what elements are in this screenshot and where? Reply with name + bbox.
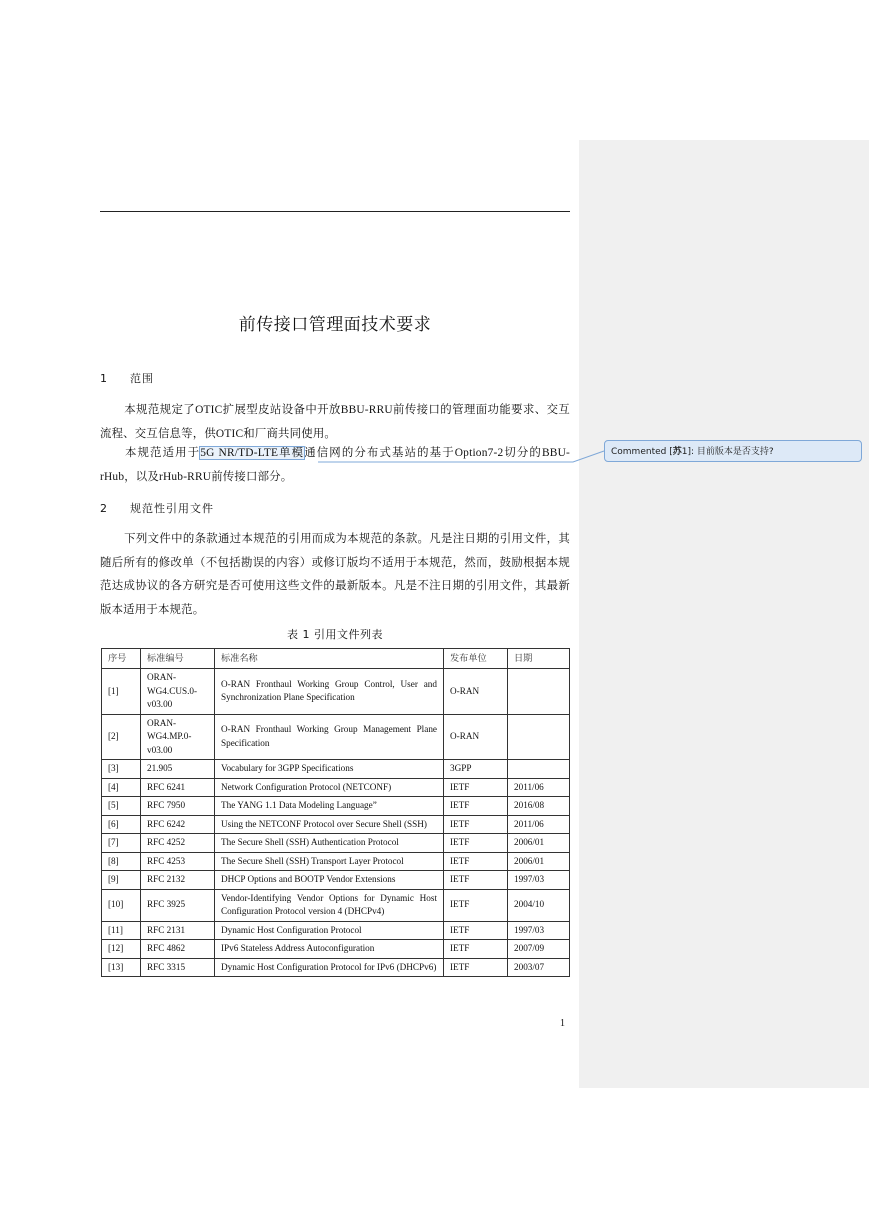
cell-standard-name: The Secure Shell (SSH) Authentication Protocol — [215, 834, 444, 853]
cell-publisher: IETF — [444, 797, 508, 816]
cell-standard-name: DHCP Options and BOOTP Vendor Extensions — [215, 871, 444, 890]
cell-no: [13] — [102, 958, 141, 977]
cell-standard-id: RFC 2131 — [141, 921, 215, 940]
cell-standard-id: RFC 2132 — [141, 871, 215, 890]
cell-date: 2016/08 — [508, 797, 570, 816]
section-1-title: 范围 — [130, 372, 154, 385]
cell-publisher: IETF — [444, 852, 508, 871]
cell-no: [10] — [102, 889, 141, 921]
cell-no: [8] — [102, 852, 141, 871]
cell-no: [3] — [102, 760, 141, 779]
cell-no: [5] — [102, 797, 141, 816]
cell-standard-id: RFC 6242 — [141, 815, 215, 834]
cell-date: 2006/01 — [508, 852, 570, 871]
cell-standard-name: Network Configuration Protocol (NETCONF) — [215, 778, 444, 797]
cell-publisher: IETF — [444, 958, 508, 977]
cell-standard-id: RFC 3315 — [141, 958, 215, 977]
cell-standard-id: RFC 4252 — [141, 834, 215, 853]
section-1-paragraph-2: 本规范适用于5G NR/TD-LTE单模通信网的分布式基站的基于Option7-2切分的BBU-rHub，以及rHub-RRU前传接口部分。 — [100, 447, 570, 483]
cell-publisher: IETF — [444, 778, 508, 797]
cell-no: [7] — [102, 834, 141, 853]
cell-standard-name: O-RAN Fronthaul Working Group Management Plane Specification — [215, 714, 444, 760]
cell-publisher: IETF — [444, 834, 508, 853]
comment-author: 苏 — [672, 447, 682, 457]
cell-standard-name: Vendor-Identifying Vendor Options for Dynamic Host Configuration Protocol version 4 (DHCPv4) — [215, 889, 444, 921]
cell-date: 1997/03 — [508, 921, 570, 940]
cell-standard-name: Vocabulary for 3GPP Specifications — [215, 760, 444, 779]
header-standard-name: 标准名称 — [215, 649, 444, 669]
cell-standard-id: ORAN-WG4.MP.0-v03.00 — [141, 714, 215, 760]
header-standard-id: 标准编号 — [141, 649, 215, 669]
cell-standard-name: The Secure Shell (SSH) Transport Layer Protocol — [215, 852, 444, 871]
cell-standard-id: RFC 3925 — [141, 889, 215, 921]
comment-balloon[interactable]: Commented [苏1]: 目前版本是否支持? — [604, 440, 862, 462]
section-2-title: 规范性引用文件 — [130, 502, 214, 515]
header-no: 序号 — [102, 649, 141, 669]
cell-standard-id: ORAN-WG4.CUS.0-v03.00 — [141, 669, 215, 715]
cell-no: [2] — [102, 714, 141, 760]
cell-standard-name: Dynamic Host Configuration Protocol for IPv6 (DHCPv6) — [215, 958, 444, 977]
cell-no: [1] — [102, 669, 141, 715]
cell-no: [9] — [102, 871, 141, 890]
cell-no: [12] — [102, 940, 141, 959]
cell-date: 2004/10 — [508, 889, 570, 921]
cell-date: 2007/09 — [508, 940, 570, 959]
cell-no: [11] — [102, 921, 141, 940]
header-publisher: 发布单位 — [444, 649, 508, 669]
cell-publisher: IETF — [444, 815, 508, 834]
cell-publisher: IETF — [444, 921, 508, 940]
cell-date: 2006/01 — [508, 834, 570, 853]
cell-standard-name: IPv6 Stateless Address Autoconfiguration — [215, 940, 444, 959]
document-title: 前传接口管理面技术要求 — [238, 315, 432, 335]
cell-date: 2011/06 — [508, 778, 570, 797]
cell-publisher: 3GPP — [444, 760, 508, 779]
comment-text: 目前版本是否支持? — [696, 447, 774, 457]
page-number: 1 — [560, 1018, 565, 1029]
table-caption: 表 1 引用文件列表 — [287, 628, 383, 641]
cell-publisher: O-RAN — [444, 669, 508, 715]
cell-date: 2003/07 — [508, 958, 570, 977]
cell-publisher: IETF — [444, 940, 508, 959]
cell-publisher: IETF — [444, 871, 508, 890]
commented-text-highlight[interactable]: 5G NR/TD-LTE单模 — [200, 447, 305, 459]
cell-publisher: IETF — [444, 889, 508, 921]
cell-publisher: O-RAN — [444, 714, 508, 760]
cell-standard-name: Using the NETCONF Protocol over Secure Shell (SSH) — [215, 815, 444, 834]
section-1-number: 1 — [100, 372, 108, 385]
cell-standard-id: 21.905 — [141, 760, 215, 779]
cell-date: 2011/06 — [508, 815, 570, 834]
cell-standard-id: RFC 4862 — [141, 940, 215, 959]
section-2-paragraph: 下列文件中的条款通过本规范的引用而成为本规范的条款。凡是注日期的引用文件，其随后所有的修改单（不包括勘误的内容）或修订版均不适用于本规范，然而，鼓励根据本规范达成协议的各方研究是否可使用这些文件的最新版本。凡是不注日期的引用文件，其最新版本适用于本规范。 — [100, 533, 570, 616]
cell-standard-id: RFC 7950 — [141, 797, 215, 816]
cell-standard-name: Dynamic Host Configuration Protocol — [215, 921, 444, 940]
section-2-number: 2 — [100, 502, 108, 515]
cell-date: 1997/03 — [508, 871, 570, 890]
cell-standard-name: O-RAN Fronthaul Working Group Control, User and Synchronization Plane Specification — [215, 669, 444, 715]
cell-no: [4] — [102, 778, 141, 797]
cell-standard-name: The YANG 1.1 Data Modeling Language” — [215, 797, 444, 816]
section-1-paragraph-1: 本规范规定了OTIC扩展型皮站设备中开放BBU-RRU前传接口的管理面功能要求、交互流程、交互信息等，供OTIC和厂商共同使用。 — [100, 404, 570, 440]
cell-no: [6] — [102, 815, 141, 834]
header-date: 日期 — [508, 649, 570, 669]
cell-standard-id: RFC 4253 — [141, 852, 215, 871]
cell-standard-id: RFC 6241 — [141, 778, 215, 797]
